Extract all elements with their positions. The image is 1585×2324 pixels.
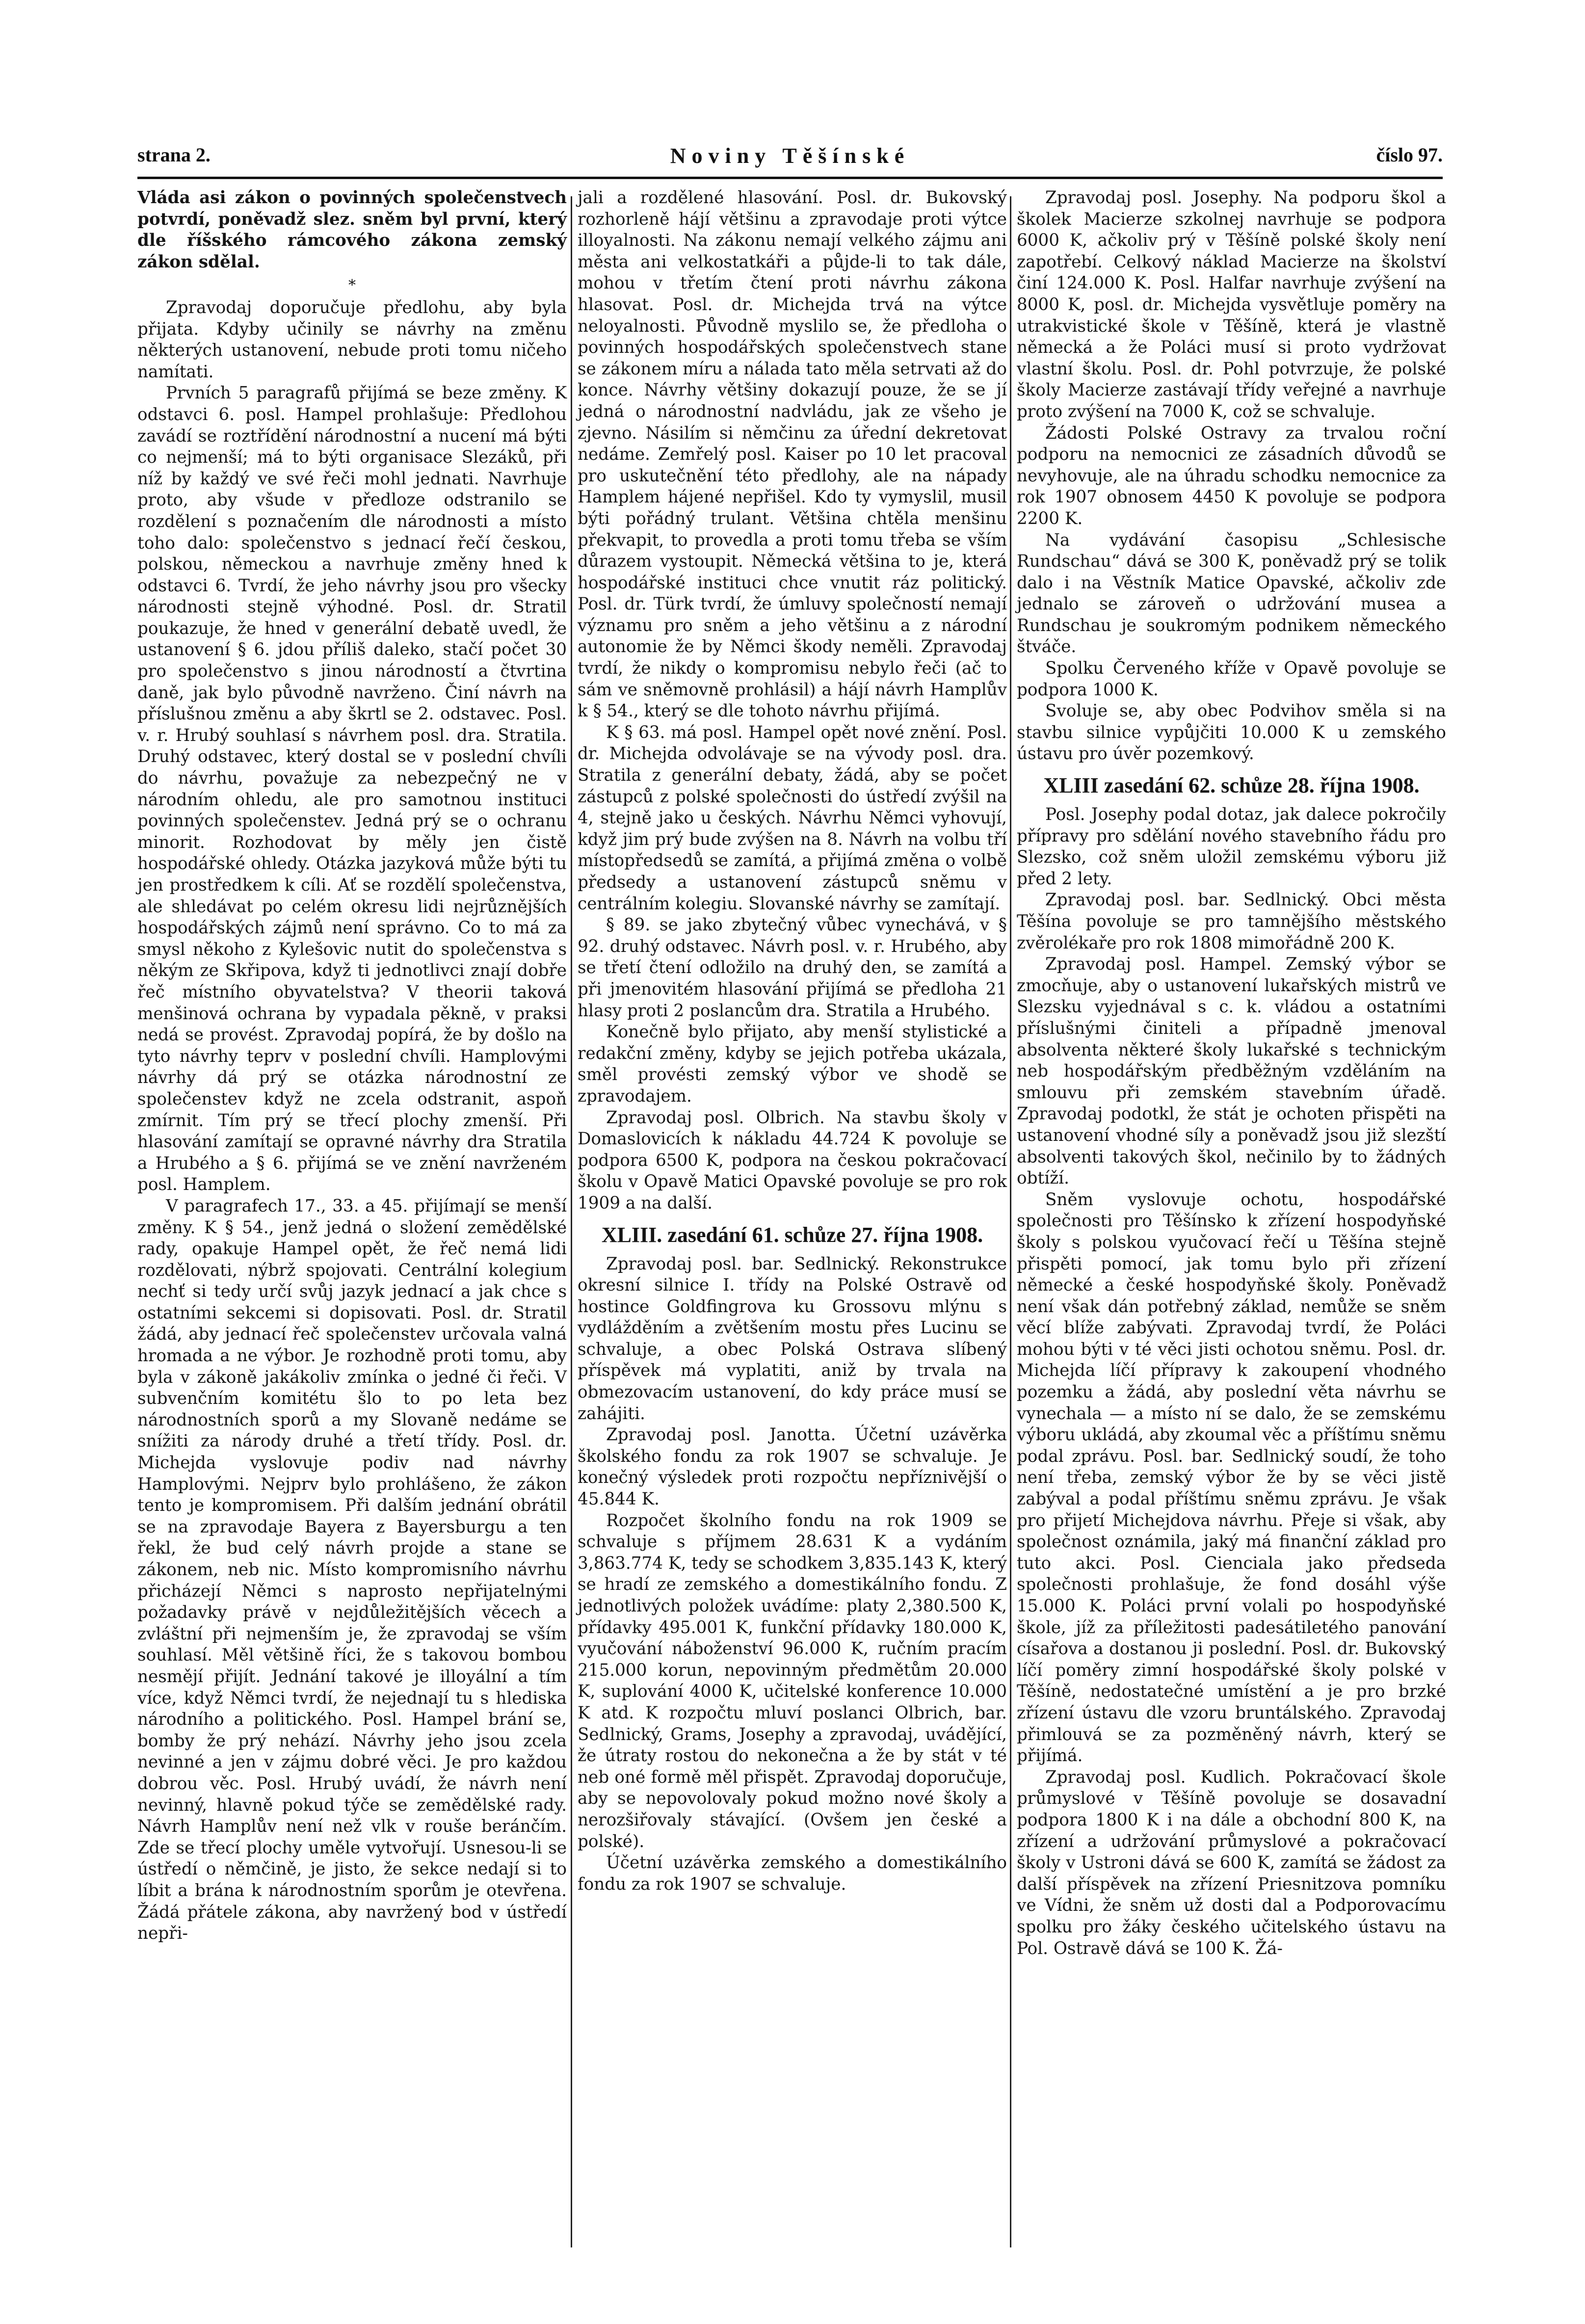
paragraph: Spolku Červeného kříže v Opavě povoluje se podpora 1000 K. [1017, 659, 1446, 700]
paragraph: Prvních 5 paragrafů přijímá se beze změny. K odstavci 6. posl. Hampel prohlašuje: Předlohou zavádí se roztřídění národnostní a nucení má býti co nejmenší; má to býti organisace Slezáků, při níž by každý ve své řeči mohl jednati. Navrhuje proto, aby všude v předloze odstranilo se rozdělení s poznačením dle národnosti a místo toho dalo: společenstvo s jednací řečí českou, polskou, německou a navrhuje změny hned k odstavci 6. Tvrdí, že jeho návrhy jsou pro všecky národnosti stejně výhodné. Posl. dr. Stratil poukazuje, že hned v generální debatě uvedl, že ustanovení § 6. jdou příliš daleko, stačí počet 30 pro společenstvo s jinou národností a čtvrtina daně, jak bylo původně navrženo. Činí návrh na příslušnou změnu a aby škrtl se 2. odstavec. Posl. v. r. Hrubý souhlasí s návrhem posl. dra. Stratila. Druhý odstavec, který dostal se v poslední chvíli do návrhu, považuje za nebezpečný ne v národním ohledu, ale pro samotnou instituci povinných společenstev. Jedná prý se o ochranu minorit. Rozhodovat by měly jen čistě hospodářské ohledy. Otázka jazyková může býti tu jen prostředkem k cíli. Ať se rozdělí společenstva, ale shledávat po celém okresu lidi nejrůznějších hospodářských zájmů není správno. Co to má za smysl někoho z Kylešovic nutit do společenstva s někým ze Skřipova, když ti jednotlivci znají dobře řeč místního obyvatelstva? V theorii taková menšinová ochrana by vypadala pěkně, v praksi nedá se provést. Zpravodaj popírá, že by došlo na tyto návrhy teprv v poslední chvíli. Hamplovými návrhy dá prý se otázka národnostní ze společenstev když ne zcela odstranit, aspoň zmírnit. Tím prý se třecí plochy zmenší. Při hlasování zamítají se opravné návrhy dra Stratila a Hrubého a § 6. přijímá se ve znění navrženém posl. Hamplem. [137, 383, 567, 1195]
paragraph: Vláda asi zákon o povinných společenstvech potvrdí, poněvadž slez. sněm byl první, který dle říšského rámcového zákona zemský zákon sdělal. [137, 188, 567, 272]
paragraph: Zpravodaj posl. bar. Sedlnický. Obci města Těšína povoluje se pro tamnějšího městského zvěrolékaře pro rok 1808 mimořádně 200 K. [1017, 890, 1446, 953]
paragraph: Rozpočet školního fondu na rok 1909 se schvaluje s příjmem 28.631 K a vydáním 3,863.774 K, tedy se schodkem 3,835.143 K, který se hradí ze zemského a domestikálního fondu. Z jednotlivých položek uvádíme: platy 2,380.500 K, přídavky 495.001 K, funkční přídavky 180.000 K, vyučování náboženství 96.000 K, ručním pracím 215.000 korun, nepovinným předmětům 20.000 K, suplování 4000 K, učitelské konference 10.000 K atd. K rozpočtu mluví poslanci Olbrich, bar. Sedlnický, Grams, Josephy a zpravodaj, uvádějící, že útraty rostou do nekonečna a že by stát v té neb oné formě měl přispět. Zpravodaj doporučuje, aby se nepovolovaly pokud možno nové školy a nerozšiřovaly stávající. (Ovšem jen české a polské). [578, 1510, 1007, 1851]
paragraph: Zpravodaj posl. Janotta. Účetní uzávěrka školského fondu za rok 1907 se schvaluje. Je konečný výsledek proti rozpočtu nepříznivější o 45.844 K. [578, 1425, 1007, 1509]
paragraph: Svoluje se, aby obec Podvihov směla si na stavbu silnice vypůjčiti 10.000 K u zemského ústavu pro úvěr pozemkový. [1017, 701, 1446, 764]
section-heading: XLIII zasedání 62. schůze 28. října 1908. [1043, 773, 1420, 798]
separator-asterisk: * [348, 277, 356, 294]
newspaper-title: Noviny Těšínské [670, 144, 910, 168]
paragraph: Sněm vyslovuje ochotu, hospodářské společnosti pro Těšínsko k zřízení hospodyňské školy s polskou vyučovací řečí u Těšína stejně přispěti pomocí, jak tomu bylo při zřízení německé a české hospodyňské školy. Poněvadž není však dán potřebný základ, nemůže se sněm věcí blíže zabývati. Zpravodaj tvrdí, že Poláci mohou býti v té věci jisti ochotou sněmu. Posl. dr. Michejda líčí přípravy k zakoupení vhodného pozemku a žádá, aby poslední věta návrhu se vynechala — a místo ní se dalo, že se zemskému výboru ukládá, aby zkoumal věc a příštímu sněmu podal zprávu. Posl. bar. Sedlnický soudí, že toho není třeba, zemský výbor že by se věci jistě zabýval a podal příštímu sněmu zprávu. Je však pro přijetí Michejdova návrhu. Přeje si však, aby společnost oznámila, jaký má finanční základ pro tuto akci. Posl. Cienciala jako předseda společnosti prohlašuje, že fond dosáhl výše 15.000 K. Poláci první volali po hospodyňské škole, jíž za příležitosti padesátiletého panování císařova a dostanou ji poslední. Posl. dr. Bukovský líčí poměry zimní hospodářské školy polské v Těšíně, nedostatečné umístění a je pro brzké zřízení ústavu dle vzoru bruntálského. Zpravodaj přimlouvá se za pozměněný návrh, který se přijímá. [1017, 1189, 1446, 1766]
paragraph: Zpravodaj doporučuje předlohu, aby byla přijata. Kdyby učinily se návrhy na změnu některých ustanovení, nebude proti tomu ničeho namítati. [137, 297, 567, 382]
paragraph: Zpravodaj posl. Josephy. Na podporu škol a školek Macierze szkolnej navrhuje se podpora 6000 K, ačkoliv prý v Těšíně polské školy není zapotřebí. Celkový náklad Macierze na školství činí 124.000 K. Posl. Halfar navrhuje zvýšení na 8000 K, posl. dr. Michejda vysvětluje poměry na utrakvistické škole v Těšíně, která je vlastně německá a že Poláci musí si proto vydržovat vlastní školu. Posl. dr. Pohl potvrzuje, že polské školy Macierze zastávají třídy veřejné a navrhuje proto zvýšení na 7000 K, což se schvaluje. [1017, 188, 1446, 422]
column-2 [578, 187, 1007, 1895]
column-1 [137, 187, 567, 1945]
paragraph: V paragrafech 17., 33. a 45. přijímají se menší změny. K § 54., jenž jedná o složení zemědělské rady, opakuje Hampel opět, že řeč nemá lidi rozdělovati, nýbrž spojovati. Centrální kolegium nechť si tedy určí svůj jazyk jednací a jak chce s ostatními sekcemi si dopisovati. Posl. dr. Stratil žádá, aby jednací řeč společenstev určovala valná hromada a ne výbor. Je rozhodně proti tomu, aby byla v zákoně jakákoliv zmínka o jedné či řeči. V subvenčním komitétu šlo to po leta bez národnostních sporů a my Slovaně nedáme se snížiti za národy druhé a třetí třídy. Posl. dr. Michejda vyslovuje podiv nad návrhy Hamplovými. Nejprv bylo prohlášeno, že zákon tento je kompromisem. Při dalším jednání obrátil se na zpravodaje Bayera z Bayersburgu a ten řekl, že bud celý návrh projde a stane se zákonem, neb nic. Místo kompromisního návrhu přicházejí Němci s naprosto nepřijatelnými požadavky právě v nejdůležitějších věcech a zvláštní při nejmenším je, že zpravodaj se vším souhlasí. Měl většině říci, že s takovou bombou nesmějí přijít. Jednání takové je illoyální a tím více, když Němci tvrdí, že nejednají tu s hlediska národního a politického. Posl. Hampel brání se, bomby že prý nehází. Návrhy jeho jsou zcela nevinné a jen v zájmu dobré věci. Je pro každou dobrou věc. Posl. Hrubý uvádí, že návrh není nevinný, hlavně pokud týče se zemědělské rady. Návrh Hamplův není než vlk v rouše beránčím. Zde se třecí plochy uměle vytvořují. Usnesou-li se ústředí o němčině, je jisto, že sekce nedají si to líbit a brána k národnostním sporům je otevřena. Žádá přátele zákona, aby navržený bod v ústředí nepři- [137, 1196, 567, 1944]
page-number: strana 2. [137, 144, 211, 166]
paragraph: Zpravodaj posl. Kudlich. Pokračovací škole průmyslové v Těšíně povoluje se dosavadní podpora 1800 K i na dále a obchodní 800 K, na zřízení a udržování průmyslové a pokračovací školy v Ustroni dává se 600 K, zamítá se žádost za další příspěvek na zřízení Priesnitzova pomníku ve Vídni, že sněm už dosti dal a Podporovacímu spolku pro žáky českého učitelského ústavu na Pol. Ostravě dává se 100 K. Žá- [1017, 1767, 1446, 1958]
column-divider-2 [1010, 196, 1011, 2247]
paragraph: Zpravodaj posl. Hampel. Zemský výbor se zmocňuje, aby o ustanovení lukařských mistrů ve Slezsku vyjednával s c. k. vládou a ostatními příslušnými činiteli a případně jmenoval absolventa některé školy lukařské s technickým neb hospodářským předběžným vzděláním na smlouvu při zemském stavebním úřadě. Zpravodaj podotkl, že stát je ochoten přispěti na ustanovení vhodné síly a poněvadž jsou již slezští absolventi takových škol, nečinilo by to žádných obtíží. [1017, 954, 1446, 1188]
column-3 [1017, 187, 1446, 1959]
paragraph: Účetní uzávěrka zemského a domestikálního fondu za rok 1907 se schvaluje. [578, 1853, 1007, 1894]
paragraph: Posl. Josephy podal dotaz, jak dalece pokročily přípravy pro sdělání nového stavebního řádu pro Slezsko, což sněm uložil zemskému výboru již před 2 lety. [1017, 805, 1446, 889]
section-heading: XLIII. zasedání 61. schůze 27. října 1908. [601, 1222, 983, 1247]
column-divider-1 [571, 196, 572, 2247]
header-rule [137, 177, 1443, 179]
paragraph: Žádosti Polské Ostravy za trvalou roční podporu na nemocnici ze zásadních důvodů se nevyhovuje, ale na úhradu schodku nemocnice za rok 1907 obnosem 4450 K povoluje se podpora 2200 K. [1017, 423, 1446, 528]
paragraph: K § 63. má posl. Hampel opět nové znění. Posl. dr. Michejda odvolávaje se na vývody posl. dra. Stratila z generální debaty, žádá, aby se počet zástupců z polské společnosti do ústředí zvýšil na 4, stejně jako u českých. Návrhu Němci vyhovují, když jim prý bude zvýšen na 8. Návrh na volbu tří místopředsedů se zamítá, a přijímá změna o volbě předsedy a ustanovení zástupců sněmu v centrálním kolegiu. Slovanské návrhy se zamítají. [578, 722, 1007, 914]
paragraph: § 89. se jako zbytečný vůbec vynechává, v § 92. druhý odstavec. Návrh posl. v. r. Hrubého, aby se třetí čtení odložilo na druhý den, se zamítá a při jmenovitém hlasování přijímá se předloha 21 hlasy proti 2 poslancům dra. Stratila a Hrubého. [578, 915, 1007, 1021]
page-header [137, 143, 1443, 173]
paragraph: Zpravodaj posl. Olbrich. Na stavbu školy v Domaslovicích k nákladu 44.724 K povoluje se podpora 6500 K, podpora na českou pokračovací školu v Opavě Matici Opavské povoluje se pro rok 1909 a na další. [578, 1108, 1007, 1213]
paragraph: Na vydávání časopisu „Schlesische Rundschau“ dává se 300 K, poněvadž prý se tolik dalo i na Věstník Matice Opavské, ačkoliv zde jednalo se zároveň o udržování musea a Rundschau je soukromým podnikem německého štváče. [1017, 530, 1446, 657]
paragraph: jali a rozdělené hlasování. Posl. dr. Bukovský rozhorleně hájí většinu a zpravodaje proti výtce illoyalnosti. Na zákonu nemají velkého zájmu ani města ani velkostatkáři a půjde-li to tak dále, mohou v třetím čtení proti návrhu zákona hlasovat. Posl. dr. Michejda trvá na výtce neloyalnosti. Původně myslilo se, že předloha o povinných hospodářských společenstvech stane se zákonem míru a nálada tato měla setrvati až do konce. Návrhy většiny dokazují pouze, že se jí jedná o národnostní nadvládu, jak ze všeho je zjevno. Násilím si němčinu za úřední dekretovat nedáme. Zemřelý posl. Kaiser po 10 let pracoval pro uskutečnění této předlohy, ale na nápady Hamplem hájené nepřišel. Kdo ty vymyslil, musil býti pořádný trulant. Většina chtěla menšinu překvapit, to provedla a proti tomu třeba se vším důrazem vystoupit. Německá většina to je, která hospodářské instituci chce vnutit ráz politický. Posl. dr. Türk tvrdí, že úmluvy společností nemají významu pro sněm a jeho většinu a z národní autonomie že by Němci škody neměli. Zpravodaj tvrdí, že nikdy o kompromisu nebylo řeči (ač to sám ve sněmovně prohlásil) a hájí návrh Hamplův k § 54., který se dle tohoto návrhu přijímá. [578, 188, 1007, 721]
paragraph: Konečně bylo přijato, aby menší stylistické a redakční změny, kdyby se jejich potřeba ukázala, směl provésti zemský výbor ve shodě se zpravodajem. [578, 1022, 1007, 1106]
paragraph: Zpravodaj posl. bar. Sedlnický. Rekonstrukce okresní silnice I. třídy na Polské Ostravě od hostince Goldfingrova ku Grossovu mlýnu s vydlážděním a zvětšením mostu přes Lucinu se schvaluje, a obec Polská Ostrava slíbený příspěvek má vyplatiti, aniž by trvala na obmezovacím ustanovení, do kdy práce musí se zahájiti. [578, 1254, 1007, 1424]
issue-number: číslo 97. [1376, 144, 1443, 166]
